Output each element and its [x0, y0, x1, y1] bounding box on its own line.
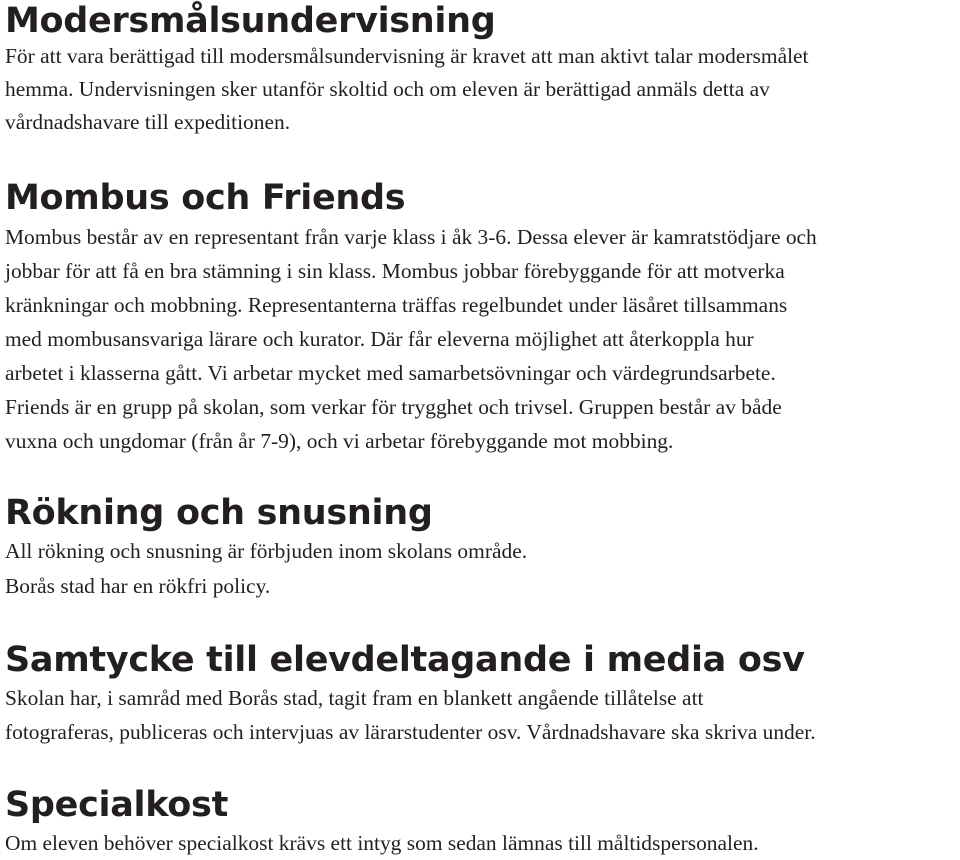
section-heading-mombus: Mombus och Friends	[5, 178, 406, 218]
section-heading-modersmal: Modersmålsundervisning	[5, 1, 496, 41]
text-line: jobbar för att få en bra stämning i sin klass. Mombus jobbar förebyggande för att motverka	[5, 259, 785, 283]
text-line: För att vara berättigad till modersmålsundervisning är kravet att man aktivt talar modersmålet	[5, 44, 809, 68]
text-line: Friends är en grupp på skolan, som verkar för trygghet och trivsel. Gruppen består av både	[5, 395, 782, 419]
text-line: fotograferas, publiceras och intervjuas av lärarstudenter osv. Vårdnadshavare ska skriva under.	[5, 720, 816, 744]
text-line: hemma. Undervisningen sker utanför skoltid och om eleven är berättigad anmäls detta av	[5, 77, 770, 101]
text-line: Borås stad har en rökfri policy.	[5, 574, 271, 598]
section-body-samtycke	[5, 681, 960, 749]
section-body-specialkost	[5, 826, 960, 860]
text-line: arbetet i klasserna gått. Vi arbetar mycket med samarbetsövningar och värdegrundsarbete.	[5, 361, 776, 385]
text-line: kränkningar och mobbning. Representanterna träffas regelbundet under läsåret tillsammans	[5, 293, 788, 317]
text-line: med mombusansvariga lärare och kurator. Där får eleverna möjlighet att återkoppla hur	[5, 327, 754, 351]
text-line: All rökning och snusning är förbjuden inom skolans område.	[5, 539, 528, 563]
text-line: Om eleven behöver specialkost krävs ett intyg som sedan lämnas till måltidspersonalen.	[5, 831, 759, 855]
text-line: vårdnadshavare till expeditionen.	[5, 110, 291, 134]
section-body-rokning	[5, 534, 960, 604]
section-heading-samtycke: Samtycke till elevdeltagande i media osv	[5, 640, 805, 680]
section-heading-specialkost: Specialkost	[5, 785, 229, 825]
text-line: Mombus består av en representant från varje klass i åk 3-6. Dessa elever är kamratstödjare och	[5, 225, 817, 249]
section-heading-rokning: Rökning och snusning	[5, 493, 433, 533]
text-line: vuxna och ungdomar (från år 7-9), och vi arbetar förebyggande mot mobbing.	[5, 429, 674, 453]
section-body-modersmal	[5, 40, 960, 139]
text-line: Skolan har, i samråd med Borås stad, tagit fram en blankett angående tillåtelse att	[5, 686, 704, 710]
section-body-mombus	[5, 220, 960, 458]
